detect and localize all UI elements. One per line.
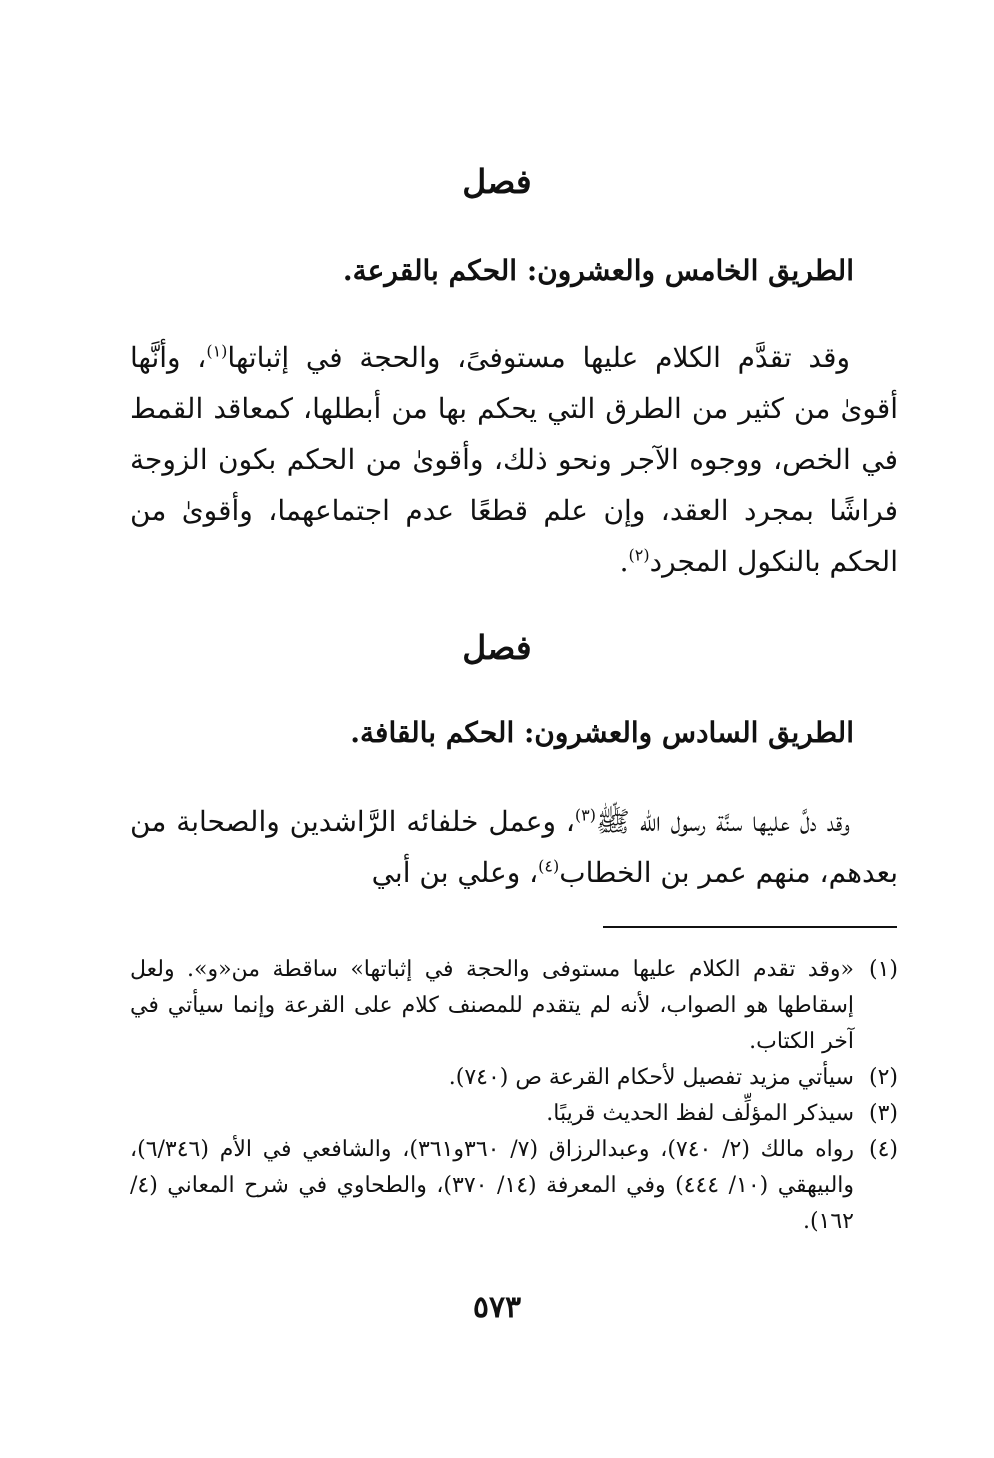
footnote-ref-4[interactable]: (٤) — [538, 856, 560, 876]
footnote-number: (٤) — [868, 1137, 898, 1162]
footnote-text: سيأتي مزيد تفصيل لأحكام القرعة ص (٧٤٠). — [448, 1065, 854, 1090]
paragraph-1-text-b: ، وأنَّها أقوىٰ من كثير من الطرق التي يحكم بها من أبطلها، كمعاقد القمط في الخص، ووجوه الآجر ونحو ذلك، وأقوىٰ من الحكم بكون الزوجة فراشًا بمجرد العقد، وإن علم قطعًا عدم اجتماعهما، وأقوىٰ من الحكم بالنكول المجرد — [130, 341, 898, 578]
paragraph-2-text-b: ، وعمل خلفائه الرَّاشدين والصحابة من بعدهم، منهم عمر بن الخطاب — [130, 805, 898, 889]
paragraph-2-text-a: وقد دلَّ عليها سنَّة رسول الله ﷺ — [596, 805, 851, 838]
paragraph-1-text-c: . — [619, 545, 629, 578]
footnote-text: سيذكر المؤلِّف لفظ الحديث قريبًا. — [546, 1101, 854, 1126]
footnote-number: (٢) — [868, 1065, 898, 1090]
footnote-ref-1[interactable]: (١) — [206, 341, 228, 361]
footnote-4 — [130, 1132, 898, 1240]
footnote-number: (١) — [868, 957, 898, 982]
paragraph-1 — [130, 332, 898, 587]
page-number: ٥٧٣ — [472, 1290, 522, 1325]
footnote-text: «وقد تقدم الكلام عليها مستوفى والحجة في إثباتها» ساقطة من«و». ولعل إسقاطها هو الصواب، لأنه لم يتقدم للمصنف كلام على القرعة وإنما سيأتي في آخر الكتاب. — [130, 957, 854, 1054]
footnote-text: رواه مالك (٢/ ٧٤٠)، وعبدالرزاق (٧/ ٣٦٠و٣٦١)، والشافعي في الأم (٦/٣٤٦)، والبيهقي (١٠/ ٤٤٤) وفي المعرفة (١٤/ ٣٧٠)، والطحاوي في شرح المعاني (٤/ ١٦٢). — [130, 1137, 855, 1234]
footnote-1 — [130, 952, 898, 1060]
paragraph-1-text-a: وقد تقدَّم الكلام عليها مستوفىً، والحجة في إثباتها — [227, 341, 850, 374]
paragraph-2-text-c: ، وعلي بن أبي — [371, 856, 539, 889]
footnote-ref-3[interactable]: (٣) — [574, 805, 597, 825]
footnote-number: (٣) — [868, 1101, 898, 1126]
footnotes — [130, 952, 898, 1240]
section-heading-1: فصل — [462, 162, 532, 201]
footnote-3 — [130, 1096, 898, 1132]
section-title-2: الطريق السادس والعشرون: الحكم بالقافة. — [350, 716, 854, 749]
footnote-ref-2[interactable]: (٢) — [628, 545, 650, 565]
footnote-2 — [130, 1060, 898, 1096]
paragraph-2 — [130, 796, 898, 898]
section-title-1: الطريق الخامس والعشرون: الحكم بالقرعة. — [342, 254, 854, 287]
section-heading-2: فصل — [462, 628, 532, 667]
footnote-separator — [603, 926, 897, 928]
